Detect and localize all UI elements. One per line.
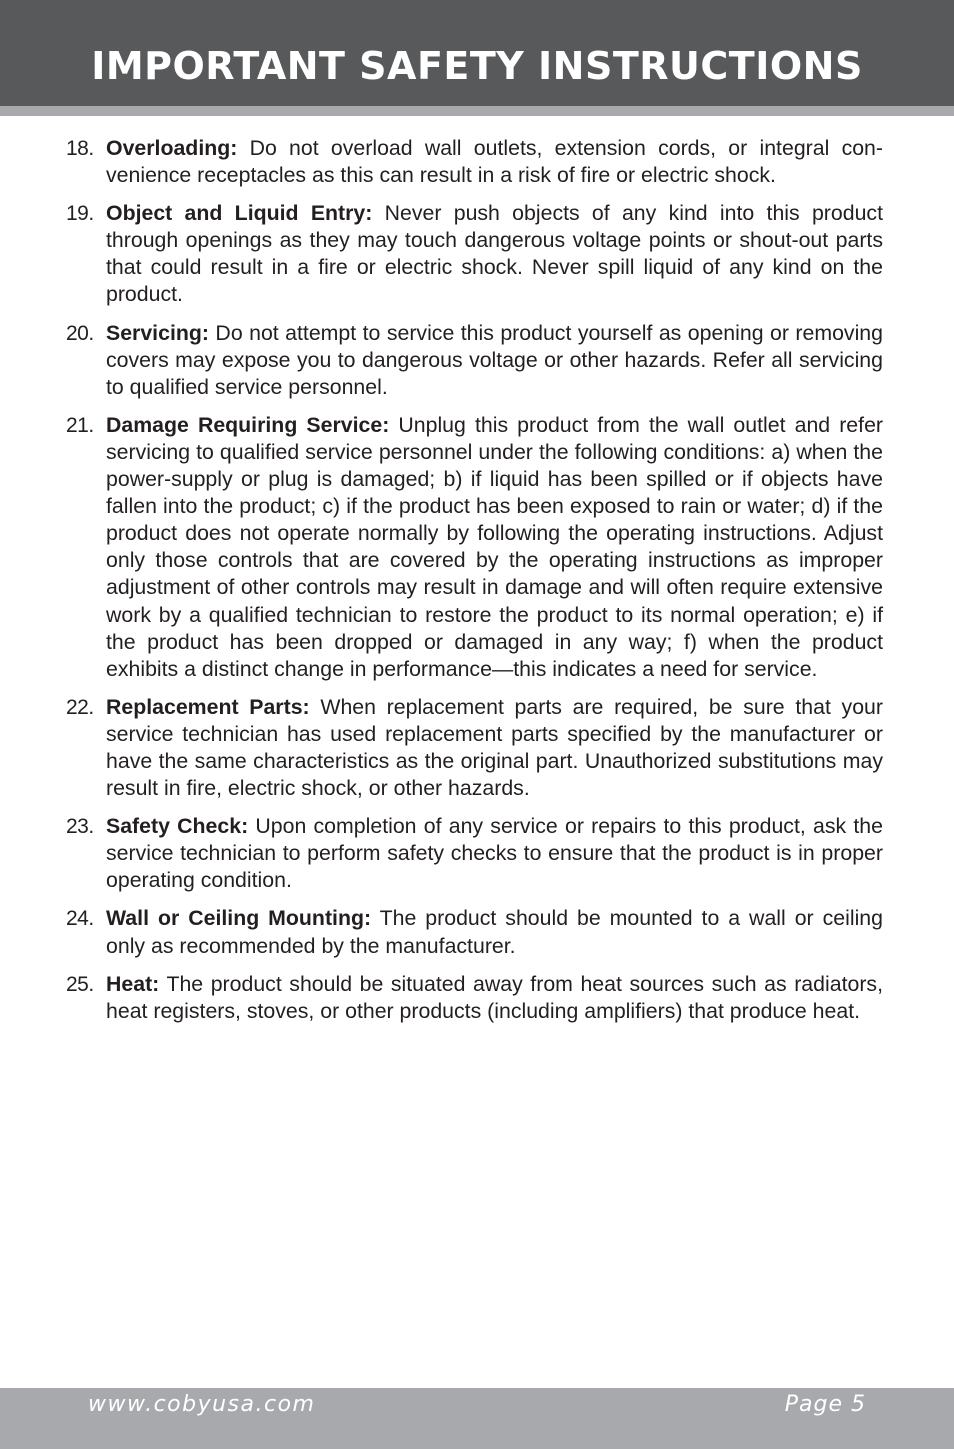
list-item: [66, 905, 883, 959]
list-item: [66, 813, 883, 894]
item-number: 19.: [66, 202, 94, 226]
item-text: Unplug this product from the wall outlet and refer servicing to qualified service personnel under the following conditions: a) when the power-supply or plug is damaged; b) if liquid has been spilled or if objects have fallen into the product; c) if the product has been exposed to rain or water; d) if the product does not operate normally by following the operating instructions. Adjust only those controls that are covered by the operating instructions as improper adjustment of other controls may result in damage and will often require extensive work by a qualified technician to restore the product to its normal operation; e) if the product has been dropped or damaged in any way; f) when the product exhibits a distinct change in performance—this indicates a need for service.: [106, 412, 884, 681]
item-term: Damage Requiring Service:: [106, 412, 390, 437]
item-number: 20.: [66, 321, 94, 345]
item-body: [106, 412, 883, 683]
item-term: Heat:: [106, 971, 160, 996]
item-text: When replacement parts are required, be sure that your service technician has used replacement parts specified by the manufacturer or have the same characteristics as the original part. Unauthorized substitutions may result in fire, electric shock, or other hazards.: [106, 694, 883, 801]
item-body: [106, 135, 883, 189]
list-item: [66, 694, 883, 802]
item-text: Do not attempt to service this product yourself as opening or removing covers may expose you to dangerous voltage or other hazards. Refer all servicing to qualified service personnel.: [106, 320, 883, 399]
item-term: Wall or Ceiling Mounting:: [106, 906, 372, 931]
page-number: Page 5: [784, 1392, 866, 1417]
list-item: [66, 412, 883, 683]
item-body: [106, 905, 883, 959]
list-item: [66, 200, 883, 308]
footer-website: www.cobyusa.com: [88, 1392, 316, 1417]
item-number: 25.: [66, 972, 94, 996]
item-term: Servicing:: [106, 320, 209, 345]
item-body: [106, 813, 883, 894]
item-term: Object and Liquid Entry:: [106, 201, 373, 226]
item-term: Replacement Parts:: [106, 694, 310, 719]
instruction-list: [66, 135, 883, 1036]
list-item: [66, 320, 883, 401]
item-body: [106, 200, 883, 308]
item-text: The product should be situated away from heat sources such as radiators, heat registers, stoves, or other products (including amplifiers) that produce heat.: [106, 971, 883, 1023]
item-body: [106, 971, 883, 1025]
item-number: 21.: [66, 413, 94, 437]
item-term: Safety Check:: [106, 814, 249, 839]
item-text: Upon completion of any service or repairs to this product, ask the service technician to perform safety checks to ensure that the product is in proper operating condition.: [106, 814, 883, 893]
item-text: Never push objects of any kind into this product through openings as they may touch dangerous voltage points or shout-out parts that could result in a fire or electric shock. Never spill liquid of any kind on the product.: [106, 201, 883, 307]
list-item: [66, 971, 883, 1025]
item-number: 24.: [66, 907, 94, 931]
item-body: [106, 694, 883, 802]
item-text: Do not overload wall outlets, extension cords, or integral convenience receptacles as this can result in a risk of fire or electric shock.: [106, 136, 883, 188]
item-number: 22.: [66, 695, 94, 719]
item-text: The product should be mounted to a wall or ceiling only as recommended by the manufacturer.: [106, 906, 883, 958]
header-divider: [0, 106, 954, 116]
item-body: [106, 320, 883, 401]
list-item: [66, 135, 883, 189]
item-number: 23.: [66, 815, 94, 839]
item-term: Overloading:: [106, 136, 238, 160]
page-title: IMPORTANT SAFETY INSTRUCTIONS: [91, 44, 863, 88]
item-number: 18.: [66, 137, 94, 160]
